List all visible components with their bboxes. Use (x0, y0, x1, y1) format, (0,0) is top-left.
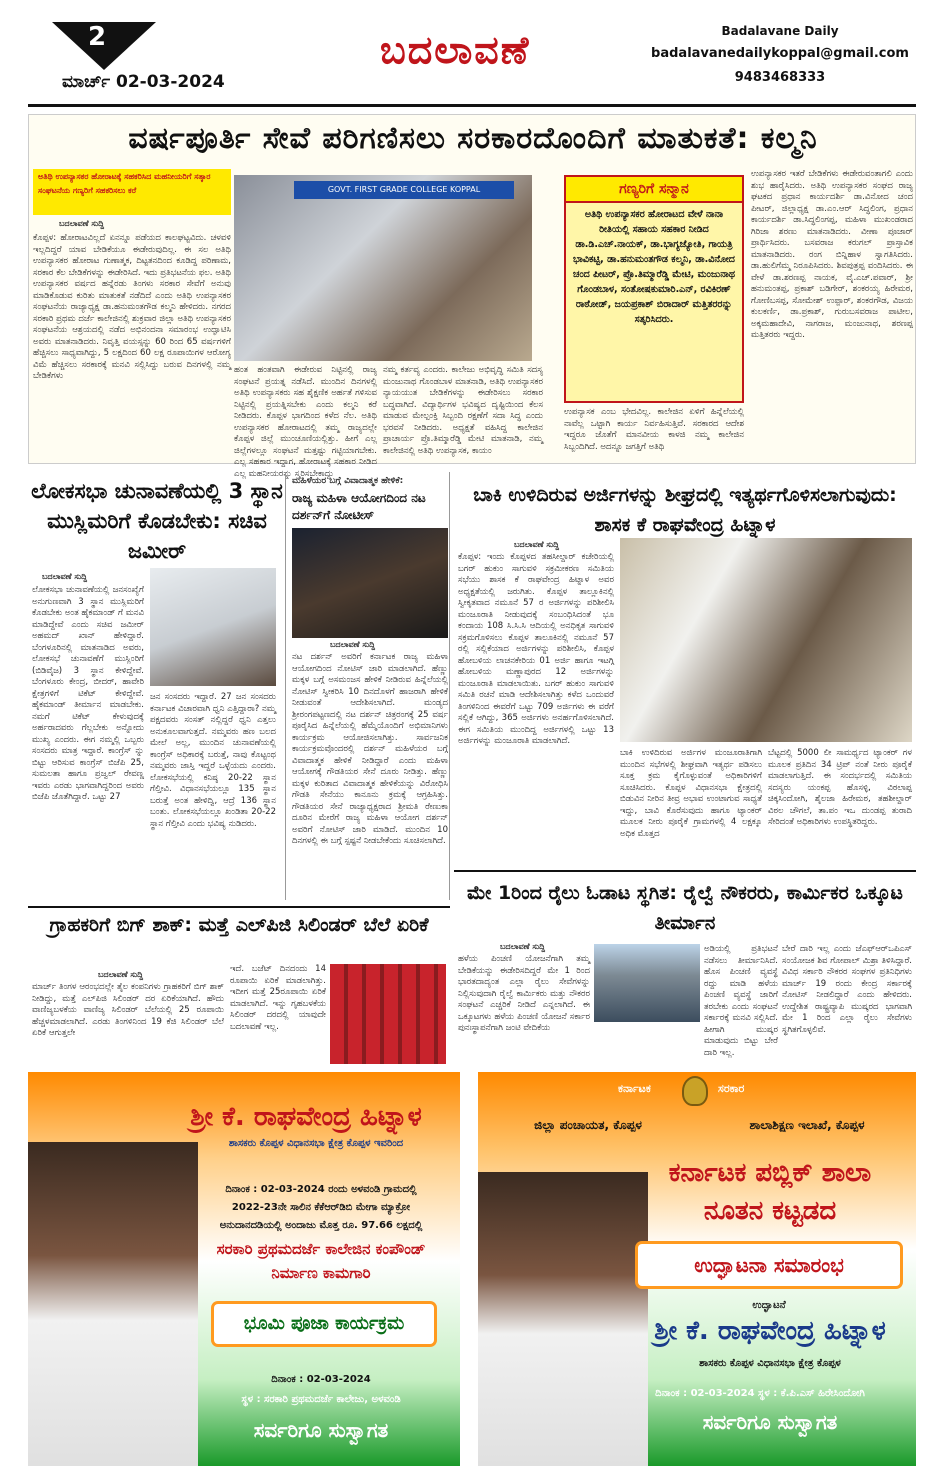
box-title: ಗಣ್ಯರಿಗೆ ಸನ್ಮಾನ (566, 177, 742, 203)
masthead-rule (28, 104, 916, 107)
ad-welcome: ಸರ್ವರಿಗೂ ಸುಸ್ವಾಗತ (702, 1410, 838, 1434)
group-photo: GOVT. FIRST GRADE COLLEGE KOPPAL (234, 175, 532, 361)
ad-dateline: ದಿನಾಂಕ : 02-03-2024 ಸ್ಥಳ : ಕೆ.ಪಿ.ಎಸ್ ಹಿರೇಸಿಂದೋಗಿ (655, 1388, 865, 1399)
ad-kps-inauguration (478, 1072, 916, 1466)
dept-right: ಶಾಲಾಶಿಕ್ಷಣ ಇಲಾಖೆ, ಕೊಪ್ಪಳ (749, 1118, 865, 1132)
phone: 9483468333 (734, 70, 826, 85)
ad-line: ದಿನಾಂಕ : 02-03-2024 ರಂದು ಅಳವಂಡಿ ಗ್ರಾಮದಲ್ಲಿ (225, 1184, 417, 1195)
article-column: ಬೆಟ್ಟದಲ್ಲಿ 5000 ಲೀ ಸಾಮರ್ಥ್ಯದ ಟ್ಯಾಂಕರ್ ಗಳ ಮೂಲಕ ಪ್ರತಿದಿನ 34 ಟ್ರಿಪ್ ನಂತೆ ನೀರು ಪೂರೈಕೆ ಮಾಡಲಾಗುತ್ತಿದೆ. ಈ ಸಂದರ್ಭದಲ್ಲಿ ಸಮಿತಿಯ ಸದಸ್ಯರು ಯಂಕಪ್ಪ ಹೊಸಳ್ಳಿ, ವಿಠಲಾಪ್ಪ ಚಿಕ್ಕಸಿಂದೋಗಿ, ಶೈಲಜಾ ಹಿರೇಮಠ, ತಹಶೀಲ್ದಾರ್ ವಿಠಲ ಚೌಗಲೆ, ತಾ.ಪಂ ಇಒ ದುಂಡಪ್ಪ ತುರಾದಿ ಸೇರಿದಂತೆ ಅಧಿಕಾರಿಗಳು ಉಪಸ್ಥಿತರಿದ್ದರು. (768, 748, 912, 827)
ad-name: ಶ್ರೀ ಕೆ. ರಾಘವೇಂದ್ರ ಹಿಟ್ನಾಳ (190, 1102, 422, 1132)
ad-line: ಕರ್ನಾಟಕ ಪಬ್ಲಿಕ್ ಶಾಲಾ (668, 1158, 872, 1188)
article-column: ಲೋಕಸಭಾ ಚುನಾವಣೆಯಲ್ಲಿ ಜನಸಂಖ್ಯೆಗೆ ಅನುಗುಣವಾಗಿ 3 ಸ್ಥಾನ ಮುಸ್ಲಿಮರಿಗೆ ಕೊಡಬೇಕು ಅಂತ ಹೈಕಮಾಂಡ್ ಗೆ ಮನವಿ ಮಾಡಿದ್ದೇವೆ ಎಂದು ಸಚಿವ ಜಮೀರ್ ಅಹಮದ್ ಖಾನ್ ಹೇಳಿದ್ದಾರೆ. ಬೆಂಗಳೂರಿನಲ್ಲಿ ಮಾತನಾಡಿದ ಅವರು, ಲೋಕಸಭೆ ಚುನಾವಣೆಗೆ ಮುಸ್ಲಿಂರಿಗೆ (ಬಿಡಿವೈಜ) 3 ಸ್ಥಾನ ಕೇಳಿದ್ದೇವೆ. ಬೆಂಗಳೂರು ಕೇಂದ್ರ, ಬೀದರ್, ಹಾವೇರಿ ಕ್ಷೇತ್ರಗಳಿಗೆ ಟಿಕೆಟ್ ಕೇಳಿದ್ದೇವೆ. ಹೈಕಮಾಂಡ್ ತೀರ್ಮಾನ ಮಾಡಬೇಕು. ನಮಗೆ ಟಿಕೆಟ್ ಕೇಳುವುದಕ್ಕೆ ಅರ್ಹರಾದವರು ಗೆಲ್ಲಬೇಕು ಅನ್ನೋದು ಮುಖ್ಯ ಎಂದರು. ಈಗ ನಮ್ಮಲ್ಲಿ ಒಬ್ಬರು ಸಂಸದರು ಮಾತ್ರ ಇದ್ದಾರೆ. ಕಾಂಗ್ರೆಸ್ ನ್ನು ಬಿಟ್ಟು ಆರಿಸುವ ಕಾಂಗ್ರೆಸ್ ಬಿಜೆಪಿ 25, ಸುಮಲತಾ ಹಾಗೂ ಪ್ರಜ್ವಲ್ ರೇವಣ್ಣ ಇವರು ಎರಡು ಭಾಗವಾಗಿದ್ದರಿಂದ ಅವರು ಬಿಜೆಪಿ ಜೊತೆಗಿದ್ದಾರೆ. ಒಟ್ಟು 27 (32, 585, 144, 802)
govt-left: ಕರ್ನಾಟಕ (618, 1082, 651, 1095)
ad-line: ಅನುದಾನದಡಿಯಲ್ಲಿ ಅಂದಾಜು ಮೊತ್ತ ರೂ. 97.66 ಲಕ್ಷದಲ್ಲಿ (219, 1220, 423, 1231)
emblem-icon (682, 1076, 708, 1106)
story-darshan (290, 472, 450, 900)
article-column: ಬಾಕಿ ಉಳಿದಿರುವ ಅರ್ಜಿಗಳ ಮಂಜೂರಾತಿಗಾಗಿ ಮುಂದಿನ ಸಭೆಗಳಲ್ಲಿ ಶೀಘ್ರವಾಗಿ ಇತ್ಯರ್ಥ ಪಡಿಸಲು ಸೂಕ್ತ ಕ್ರಮ ಕೈಗೊಳ್ಳುವಂತೆ ಅಧಿಕಾರಿಗಳಿಗೆ ಸೂಚಿಸಿದರು. ಕೊಪ್ಪಳ ವಿಧಾನಸಭಾ ಕ್ಷೇತ್ರದಲ್ಲಿ ಬಿಡುವಿನ ನೀರಿನ ತೀವ್ರ ಅಭಾವ ಉಂಟಾಗುವ ಸಾಧ್ಯತೆ ಇದ್ದು, ಬಾವಿ ಕೊರೆಸುವುದು ಹಾಗೂ ಟ್ಯಾಂಕರ್ ಮೂಲಕ ನೀರು ಪೂರೈಕೆ ಗ್ರಾಮಗಳಲ್ಲಿ 4 ಲಕ್ಷಕ್ಕೂ ಅಧಿಕ ಮೊತ್ತದ (620, 748, 762, 839)
byline: ಬದಲಾವಣೆ ಸುದ್ದಿ (514, 540, 560, 549)
ad-by: ಉದ್ಘಾಟನೆ (752, 1300, 786, 1311)
ad-line: ನೂತನ ಕಟ್ಟಡದ (703, 1196, 837, 1226)
mla-portrait (478, 1172, 648, 1466)
article-column: ನಮ್ಮ ಕರ್ತವ್ಯ ಎಂದರು. ಕಾಲೇಜು ಅಭಿವೃದ್ಧಿ ಸಮಿತಿ ಸದಸ್ಯ ಮಂಜುನಾಥ ಗೊಂಡಬಾಳ ಮಾತನಾಡಿ, ಅತಿಥಿ ಉಪನ್ಯಾಸಕರ ನ್ಯಾಯಯುತ ಬೇಡಿಕೆಗಳನ್ನು ಈಡೇರಿಸಲು ಸರಕಾರ ಬದ್ಧವಾಗಿದೆ. ವಿದ್ಯಾರ್ಥಿಗಳ ಭವಿಷ್ಯದ ದೃಷ್ಟಿಯಿಂದ ಕೆಲಸ ಮಾಡುವ ಮೇಲ್ಪಂಕ್ತಿ ಸಿಬ್ಬಂದಿ ರಕ್ಷಣೆಗೆ ಸದಾ ಸಿದ್ಧ ಎಂದು ಭರವಸೆ ನೀಡಿದರು. ಅಧ್ಯಕ್ಷತೆ ವಹಿಸಿದ್ದ ಕಾಲೇಜಿನ ಪ್ರಾಚಾರ್ಯ ಪ್ರೊ.ತಿಮ್ಮಾರೆಡ್ಡಿ ಮೇಟಿ ಮಾತನಾಡಿ, ನಮ್ಮ ಕಾಲೇಜಿನಲ್ಲಿ ಅತಿಥಿ ಉಪನ್ಯಾಸಕ, ಕಾಯಂ (383, 365, 543, 456)
article-column: ಇದೆ. ಬಜೆಟ್ ದಿನದಂದು 14 ರೂಪಾಯಿ ಏರಿಕೆ ಮಾಡಲಾಗಿತ್ತು. ಇದೀಗ ಮತ್ತೆ 25ರೂಪಾಯಿ ಏರಿಕೆ ಮಾಡಲಾಗಿದೆ. ಇನ್ನು ಗೃಹಬಳಕೆಯ ಸಿಲಿಂಡರ್ ದರದಲ್ಲಿ ಯಾವುದೇ ಬದಲಾವಣೆ ಇಲ್ಲ. (230, 964, 326, 1032)
mla-portrait (28, 1142, 198, 1466)
byline: ಬದಲಾವಣೆ ಸುದ್ದಿ (42, 572, 88, 581)
headline: ಬಾಕಿ ಉಳಿದಿರುವ ಅರ್ಜಿಗಳನ್ನು ಶೀಘ್ರದಲ್ಲಿ ಇತ್ಯರ್ಥಗೊಳಿಸಲಾಗುವುದು: ಶಾಸಕ ಕೆ ರಾಘವೇಂದ್ರ ಹಿಟ್ನಾಳ (473, 484, 897, 536)
headline: ಲೋಕಸಭಾ ಚುನಾವಣೆಯಲ್ಲಿ 3 ಸ್ಥಾನ ಮುಸ್ಲಿಮರಿಗೆ ಕೊಡಬೇಕು: ಸಚಿವ ಜಮೀರ್ (31, 479, 283, 563)
story-lpg (28, 906, 450, 1066)
page-number: 2 (88, 22, 107, 52)
headline: ರಾಜ್ಯ ಮಹಿಳಾ ಆಯೋಗದಿಂದ ನಟ ದರ್ಶನ್‌ಗೆ ನೋಟೀಸ್ (292, 491, 426, 522)
article-column: ಜನ ಸಂಸದರು ಇದ್ದಾರೆ. 27 ಜನ ಸಂಸದರು ಕರ್ನಾಟಕ ವಿಚಾರವಾಗಿ ಧ್ವನಿ ಎತ್ತಿದ್ದಾರಾ? ನಮ್ಮ ಪಕ್ಷದವರು ಸಂಸತ್ ನಲ್ಲಿದ್ದರೆ ಧ್ವನಿ ಎತ್ತಲು ಅನುಕೂಲವಾಗುತ್ತದೆ. ನಮ್ಮವರು ಹಣ ಬಲದ ಮೇಲೆ ಅಲ್ಲ, ಮುಂದಿನ ಚುನಾವಣೆಯಲ್ಲಿ ಕಾಂಗ್ರೆಸ್ ಅಧಿಕಾರಕ್ಕೆ ಬರುತ್ತೆ, ನಾವು ಕೊಟ್ಟಂಥ ನಮ್ಮವರು ಜಾಸ್ತಿ ಇದ್ದರೆ ಒಳ್ಳೆಯದು ಎಂದರು. ಲೋಕಸಭೆಯಲ್ಲಿ ಕನಿಷ್ಠ 20-22 ಸ್ಥಾನ ಗೆಲ್ತೀವಿ. ವಿಧಾನಸಭೆಯಲ್ಲೂ 135 ಸ್ಥಾನ ಬರುತ್ತೆ ಅಂತ ಹೇಳಿದ್ವಿ, ಆದ್ರೆ 136 ಸ್ಥಾನ ಬಂತು. ಲೋಕಸಭೆಯಲ್ಲೂ ಖಂಡಿತಾ 20-22 ಸ್ಥಾನ ಗೆಲ್ತೀವಿ ಎಂದು ಭವಿಷ್ಯ ನುಡಿದರು. (150, 692, 276, 829)
ad-line: ನಿರ್ಮಾಣ ಕಾಮಗಾರಿ (271, 1264, 371, 1282)
byline: ಬದಲಾವಣೆ ಸುದ್ದಿ (59, 219, 105, 228)
ad-venue: ಸ್ಥಳ : ಸರಕಾರಿ ಪ್ರಥಮದರ್ಜೆ ಕಾಲೇಜು, ಅಳವಂಡಿ (241, 1394, 401, 1405)
article-column: ಅಡಿಯಲ್ಲಿ ಪ್ರತಿಭಟನೆ ನಡೆಸಲು ತೀರ್ಮಾನಿಸಿದೆ. ಹೊಸ ಪಿಂಚಣಿ ವ್ಯವಸ್ಥೆ ರದ್ದು ಮಾಡಿ ಹಳೆಯ ಪಿಂಚಣಿ ವ್ಯವಸ್ಥೆ ಜಾರಿಗೆ ತರಬೇಕು ಎಂದು ಸಂಘಟನೆ ಸರ್ಕಾರಕ್ಕೆ ಮನವಿ ಸಲ್ಲಿಸಿದೆ. ಹೀಗಾಗಿ ಮುಷ್ಕರ ಮಾಡುವುದು ಬಿಟ್ಟು ಬೇರೆ ದಾರಿ ಇಲ್ಲ. (704, 944, 778, 1058)
ad-ribbon: ಉದ್ಘಾಟನಾ ಸಮಾರಂಭ (638, 1244, 900, 1286)
felicitation-box (564, 175, 744, 403)
ad-line: 2022-23ನೇ ಸಾಲಿನ ಕೆಕೆಆರ್‌ಡಿಬಿ ಮೇಗಾ ಮ್ಯಾಕ್ರೋ (231, 1202, 411, 1213)
ad-date: ದಿನಾಂಕ : 02-03-2024 (271, 1374, 371, 1385)
railway-photo (594, 944, 700, 1022)
story-lead (28, 114, 916, 479)
ad-line: ಸರಕಾರಿ ಪ್ರಥಮದರ್ಜೆ ಕಾಲೇಜಿನ ಕಂಪೌಂಡ್ (216, 1240, 426, 1258)
article-column: ನಟ ದರ್ಶನ್ ಅವರಿಗೆ ಕರ್ನಾಟಕ ರಾಜ್ಯ ಮಹಿಳಾ ಆಯೋಗದಿಂದ ನೋಟಿಸ್ ಜಾರಿ ಮಾಡಲಾಗಿದೆ. ಹೆಣ್ಣು ಮಕ್ಕಳ ಬಗ್ಗೆ ಅಸಮಂಜಸ ಹೇಳಿಕೆ ನೀಡಿರುವ ಹಿನ್ನೆಲೆಯಲ್ಲಿ ನೋಟಿಸ್ ಸ್ವೀಕರಿಸಿ 10 ದಿನದೊಳಗೆ ಹಾಜರಾಗಿ ಹೇಳಿಕೆ ನೀಡುವಂತೆ ಆದೇಶಿಸಲಾಗಿದೆ. ಮಂಡ್ಯದ ಶ್ರೀರಂಗಪಟ್ಟಣದಲ್ಲಿ ನಟ ದರ್ಶನ್ ಚಿತ್ರರಂಗಕ್ಕೆ 25 ವರ್ಷ ಪೂರೈಸಿದ ಹಿನ್ನೆಲೆಯಲ್ಲಿ ಹೆಮ್ಮೆಯೊಂದಿಗೆ ಅಭಿಮಾನಿಗಳು ಕಾರ್ಯಕ್ರಮ ಆಯೋಜಿಸಲಾಗಿತ್ತು. ಸಾರ್ವಜನಿಕ ಕಾರ್ಯಕ್ರಮವೊಂದರಲ್ಲಿ ದರ್ಶನ್ ಮಹಿಳೆಯರ ಬಗ್ಗೆ ವಿವಾದಾತ್ಮಕ ಹೇಳಿಕೆ ನೀಡಿದ್ದಾರೆ ಎಂದು ಮಹಿಳಾ ಆಯೋಗಕ್ಕೆ ಗೌಡತಿಯರ ಸೇನೆ ದೂರು ನೀಡಿತ್ತು. ಹೆಣ್ಣು ಮಕ್ಕಳ ಕುರಿತಾದ ವಿವಾದಾತ್ಮಕ ಹೇಳಿಕೆಯನ್ನು ವಿರೋಧಿಸಿ ಗೌಡತಿ ಸೇನೆಯು ಕಾನೂನು ಕ್ರಮಕ್ಕೆ ಆಗ್ರಹಿಸಿತ್ತು. ಗೌಡತಿಯರ ಸೇನೆ ರಾಜ್ಯಾಧ್ಯಕ್ಷರಾದ ಶ್ರೀಮತಿ ರೇಣುಕಾ ದೂರಿನ ಮೇರೆಗೆ ರಾಜ್ಯ ಮಹಿಳಾ ಆಯೋಗ ದರ್ಶನ್ ಅವರಿಗೆ ನೋಟಿಸ್ ಜಾರಿ ಮಾಡಿದೆ. ಮುಂದಿನ 10 ದಿನಗಳಲ್ಲಿ ಈ ಬಗ್ಗೆ ಸ್ಪಷ್ಟನೆ ನೀಡಬೇಕೆಂದು ಸೂಚಿಸಲಾಗಿದೆ. (292, 652, 448, 846)
highlight-box (33, 169, 231, 215)
email: badalavanedailykoppal@gmail.com (651, 46, 909, 61)
minister-photo (150, 568, 276, 686)
box-text: ಅತಿಥಿ ಉಪನ್ಯಾಸಕರ ಹೋರಾಟದ ವೇಳೆ ನಾನಾ ರೀತಿಯಲ್ಲಿ ಸಹಾಯ ಸಹಕಾರ ನೀಡಿದ ಡಾ.ಡಿ.ಎಚ್.ನಾಯಕ್, ಡಾ.ಭಾಗ್ಯಜ್ಯೋತಿ, ಗಾಯತ್ರಿ ಭಾವಿಕಟ್ಟಿ, ಡಾ.ಹನುಮಂತಗೌಡ ಕಲ್ಮನಿ, ಡಾ.ವಿನೋದ ಚಂದ ಪೀಟರ್, ಪ್ರೊ.ತಿಮ್ಮಾರೆಡ್ಡಿ ಮೇಟಿ, ಮಂಜುನಾಥ ಗೊಂಡಬಾಳ, ಸಂತೋಷಕುಮಾರಿ.ಎನ್, ರವಿಕಿರಣ್ ರಾಠೋಡ್, ಜಯಪ್ರಕಾಶ್ ಬಿರಾದಾರ್ ಮತ್ತಿತರರನ್ನು ಸತ್ಕರಿಸಿದರು. (572, 209, 735, 325)
headline: ಮೇ 1ರಿಂದ ರೈಲು ಓಡಾಟ ಸ್ಥಗಿತ: ರೈಲ್ವೆ ನೌಕರರು, ಕಾರ್ಮಿಕರ ಒಕ್ಕೂಟ ತೀರ್ಮಾನ (467, 882, 903, 934)
byline: ಬದಲಾವಣೆ ಸುದ್ದಿ (500, 942, 546, 951)
ad-sub: ಶಾಸಕರು ಕೊಪ್ಪಳ ವಿಧಾನಸಭಾ ಕ್ಷೇತ್ರ ಕೊಪ್ಪಳ (699, 1358, 841, 1369)
kicker: ಮಹಿಳೆಯರ ಬಗ್ಗೆ ವಿವಾದಾತ್ಮಕ ಹೇಳಿಕೆ: (292, 476, 404, 486)
article-column: ಹಳೆಯ ಪಿಂಚಣಿ ಯೋಜನೆಗಾಗಿ ತಮ್ಮ ಬೇಡಿಕೆಯನ್ನು ಈಡೇರಿಸದಿದ್ದರೆ ಮೇ 1 ರಿಂದ ಭಾರತದಾದ್ಯಂತ ಎಲ್ಲಾ ರೈಲು ಸೇವೆಗಳನ್ನು ನಿಲ್ಲಿಸುವುದಾಗಿ ರೈಲ್ವೆ ಕಾರ್ಮಿಕರು ಮತ್ತು ನೌಕರರ ಸಂಘಟನೆ ಎಚ್ಚರಿಕೆ ನೀಡಿದೆ ಎನ್ನಲಾಗಿದೆ. ಈ ಒಕ್ಕೂಟಗಳು ಹಳೆಯ ಪಿಂಚಣಿ ಯೋಜನೆ ಸರ್ಕಾರ ಪುನಃಸ್ಥಾಪನೆಗಾಗಿ ಜಂಟಿ ವೇದಿಕೆಯ (458, 954, 590, 1033)
issue-date: ಮಾರ್ಚ್ 02-03-2024 (62, 72, 225, 92)
actor-photo (292, 528, 448, 638)
article-column: ಹಂತ ಹಂತವಾಗಿ ಈಡೇರುವ ನಿಟ್ಟಿನಲ್ಲಿ ರಾಜ್ಯ ಸಂಘಟನೆ ಪ್ರಯತ್ನ ನಡೆಸಿದೆ. ಮುಂದಿನ ದಿನಗಳಲ್ಲಿ ಅತಿಥಿ ಉಪನ್ಯಾಸಕರು ಸಹ ಶೈಕ್ಷಣಿಕ ಅರ್ಹತೆ ಗಳಿಸುವ ನಿಟ್ಟಿನಲ್ಲಿ ಪ್ರಯತ್ನಿಸಬೇಕು ಎಂದು ಕಲ್ಮನಿ ಕರೆ ನೀಡಿದರು. ಕೊಪ್ಪಳ ಭಾಗದಿಂದ ಕಳೆದ ನೆಲ. ಅತಿಥಿ ಉಪನ್ಯಾಸಕರ ಹೋರಾಟದಲ್ಲಿ ತಮ್ಮ ರಾಜ್ಯದಲ್ಲೇ ಕೊಪ್ಪಳ ಜಿಲ್ಲೆ ಮುಂಚೂಣಿಯಲ್ಲಿತ್ತು. ಹೀಗೆ ಎಲ್ಲ ಜಿಲ್ಲೆಗಳಲ್ಲೂ ಸಂಘಟನೆ ಮತ್ತಷ್ಟು ಗಟ್ಟಿಯಾಗಬೇಕು. ಎಲ್ಲ ಸಹಕಾರ ಇದ್ದಾಗ, ಹೋರಾಟಕ್ಕೆ ಸಹಕಾರ ನೀಡಿದ ಎಲ್ಲ ಮಹನೀಯರನ್ನು ಸ್ಮರಿಸಬೇಕಾದ್ದು (234, 365, 377, 479)
article-column: ಉಪನ್ಯಾಸಕರ ಇತರೆ ಬೇಡಿಕೆಗಳು ಈಡೇರುವಂತಾಗಲಿ ಎಂದು ಶುಭ ಹಾರೈಸಿದರು. ಅತಿಥಿ ಉಪನ್ಯಾಸಕರ ಸಂಘದ ರಾಜ್ಯ ಘಟಕದ ಪ್ರಧಾನ ಕಾರ್ಯದರ್ಶಿ ಡಾ.ವಿನೋದ ಚಂದ ಪೀಟರ್, ಜಿಲ್ಲಾಧ್ಯಕ್ಷ ಡಾ.ಎಂ.ಆರ್ ಸಿದ್ಧಲಿಂಗ, ಪ್ರಧಾನ ಕಾರ್ಯದರ್ಶಿ ಡಾ.ಸಿದ್ಧಲಿಂಗಪ್ಪ, ಮಹಿಳಾ ಮುಖಂಡರಾದ ಗಿರಿಜಾ ಶರಣು ಮಾತನಾಡಿದರು. ವೀಣಾ ಪೂಜಾರ್ ಪ್ರಾರ್ಥಿಸಿದರು. ಬಸವರಾಜ ಕರುಗಲ್ ಪ್ರಾಸ್ತಾವಿಕ ಮಾತನಾಡಿದರು. ರಂಗ ಬಿನ್ನಿಹಾಳ ಸ್ವಾಗತಿಸಿದರು. ಡಾ.ಹುಲಿಗೆಮ್ಮ ನಿರೂಪಿಸಿದರು. ಶಿವಪುತ್ರಪ್ಪ ವಂದಿಸಿದರು. ಈ ವೇಳೆ ಡಾ.ಶರಣಪ್ಪ ನಾಯಕ, ವೈ.ಎಚ್.ಪವಾರ್, ಶ್ರೀ ಹನುಮಂತಪ್ಪ, ಪ್ರಕಾಶ್ ಬಡಿಗೇರ್, ಶಂಕರಯ್ಯ ಹಿರೇಮಠ, ಗೋಣಿಬಸಪ್ಪ, ಸೋಮೇಶ್ ಉಪ್ಪಾರ್, ಶಂಕರಗೌಡ, ವಿಜಯ ಕುಲಕರ್ಣಿ, ಡಾ.ಪ್ರಕಾಶ್, ಗುರುಬಸವರಾಜ ಪಾಟೀಲ, ಅಕ್ಕಮಹಾದೇವಿ, ನಾಗರಾಜ, ಮಂಜುನಾಥ, ಶರಣಪ್ಪ ಮತ್ತಿತರರು ಇದ್ದರು. (751, 169, 913, 340)
ad-name: ಶ್ರೀ ಕೆ. ರಾಘವೇಂದ್ರ ಹಿಟ್ನಾಳ (654, 1316, 886, 1346)
bullet: ಅತಿಥಿ ಉಪನ್ಯಾಸಕರ ಹೋರಾಟಕ್ಕೆ ಸಹಕರಿಸಿದ ಮಹನೀಯರಿಗೆ ಸತ್ಕಾರ (38, 172, 211, 181)
story-railway (454, 870, 916, 1066)
article-column: ಬೇರೆ ದಾರಿ ಇಲ್ಲ ಎಂದು ಜೆಎಫ್ಆರ್‌ಒಪಿಎಸ್ ಸಂಯೋಜಕ ಶಿವ ಗೋಪಾಲ್ ಮಿಶ್ರಾ ತಿಳಿಸಿದ್ದಾರೆ. ವಿವಿಧ ಸರ್ಕಾರಿ ನೌಕರರ ಸಂಘಗಳ ಪ್ರತಿನಿಧಿಗಳು ಮಾರ್ಚ್ 19 ರಂದು ಕೇಂದ್ರ ಸರ್ಕಾರಕ್ಕೆ ನೋಟಿಸ್ ನೀಡಲಿದ್ದಾರೆ ಎಂದು ಹೇಳಿದರು. ಉದ್ದೇಶಿತ ರಾಷ್ಟ್ರವ್ಯಾಪಿ ಮುಷ್ಕರದ ಭಾಗವಾಗಿ ಮೇ 1 ರಿಂದ ಎಲ್ಲಾ ರೈಲು ಸೇವೆಗಳು ಸ್ಥಗಿತಗೊಳ್ಳಲಿವೆ. (782, 944, 912, 1035)
ad-bhoomi-pooja (28, 1072, 460, 1466)
bullet: ಸಂಘಟನೆಯ ಗಣ್ಯರಿಗೆ ಸಹಕರಿಸಲು ಕರೆ (38, 186, 137, 195)
ad-sub: ಶಾಸಕರು ಕೊಪ್ಪಳ ವಿಧಾನಸಭಾ ಕ್ಷೇತ್ರ ಕೊಪ್ಪಳ ಇವರಿಂದ (228, 1138, 404, 1149)
headline: ಗ್ರಾಹಕರಿಗೆ ಬಿಗ್ ಶಾಕ್: ಮತ್ತೆ ಎಲ್‌ಪಿಜಿ ಸಿಲಿಂಡರ್ ಬೆಲೆ ಏರಿಕೆ (49, 914, 429, 936)
meeting-photo (620, 538, 912, 742)
byline: ಬದಲಾವಣೆ ಸುದ್ದಿ (98, 970, 144, 979)
headline: ವರ್ಷಪೂರ್ತಿ ಸೇವೆ ಪರಿಗಣಿಸಲು ಸರಕಾರದೊಂದಿಗೆ ಮಾತುಕತೆ: ಕಲ್ಮನಿ (128, 121, 818, 156)
ad-ribbon: ಭೂಮಿ ಪೂಜಾ ಕಾರ್ಯಕ್ರಮ (214, 1304, 434, 1344)
story-minister (28, 472, 286, 900)
ad-welcome: ಸರ್ವರಿಗೂ ಸುಸ್ವಾಗತ (253, 1418, 389, 1442)
article-column: ಕೊಪ್ಪಳ: ಇಂದು ಕೊಪ್ಪಳದ ತಹಸೀಲ್ದಾರ್ ಕಚೇರಿಯಲ್ಲಿ ಬಗರ್ ಹುಕುಂ ಸಾಗುವಳಿ ಸಕ್ರಮೀಕರಣ ಸಮಿತಿಯ ಸಭೆಯು ಶಾಸಕ ಕೆ ರಾಘವೇಂದ್ರ ಹಿಟ್ನಾಳ ಅವರ ಅಧ್ಯಕ್ಷತೆಯಲ್ಲಿ ಜರುಗಿತು. ಕೊಪ್ಪಳ ತಾಲ್ಲೂಕಿನಲ್ಲಿ ಸ್ವೀಕೃತವಾದ ನಮೂನೆ 57 ರ ಅರ್ಜಿಗಳನ್ನು ಪರಿಶೀಲಿಸಿ ಮಂಜೂರಾತಿ ನೀಡುವುದಕ್ಕೆ ಸಂಬಂಧಿಸಿದಂತೆ ಭೂ ಕಂದಾಯ 108 ಸಿ.ಸಿ.ಸಿ ಆದಿಯಲ್ಲಿ ಅನಧಿಕೃತ ಸಾಗುವಳಿ ಸಕ್ರಮಗೊಳಿಸಲು ಕೊಪ್ಪಳ ತಾಲೂಕಿನಲ್ಲಿ ನಮೂನೆ 57 ರಲ್ಲಿ ಸಲ್ಲಿಕೆಯಾದ ಅರ್ಜಿಗಳನ್ನು ಪರಿಶೀಲಿಸಿ, ಕೊಪ್ಪಳ ಹೋಬಳಿಯ ಲಾಚನಕೇರಿಯ 01 ಅರ್ಜಿ ಹಾಗೂ ಇಟಗ್ಗಿ ಹೋಬಳಿಯ ಮಣ್ಣಾಪುರದ 12 ಅರ್ಜಿಗಳನ್ನು ಮಂಜೂರಾತಿ ಮಾಡಲಾಯಿತು. ಬಗರ್ ಹುಕುಂ ಸಾಗುವಳಿ ಸಮಿತಿ ರಚನೆ ಮಾಡಿ ಆದೇಶಿಸಲಾಗಿತ್ತು ಕಳೆದ ಒಂದುವರೆ ತಿಂಗಳಿನಿಂದ ಈವರೆಗೆ ಒಟ್ಟು 709 ಅರ್ಜಿಗಳು ಈ ವರೆಗೆ ಸಲ್ಲಿಕೆ ಆಗಿದ್ದು, 365 ಅರ್ಜಿಗಳು ಅನರ್ಹಗೊಳಿಸಲಾಗಿದೆ. ಈಗ ಸಮಿತಿಯ ಮುಂದಿದ್ದ ಅರ್ಜಿಗಳಲ್ಲಿ ಒಟ್ಟು 13 ಅರ್ಜಿಗಳನ್ನು ಮಂಜೂರಾತಿ ಮಾಡಲಾಗಿದೆ. (458, 552, 614, 746)
govt-right: ಸರಕಾರ (718, 1082, 745, 1095)
paper-name: Badalavane Daily (721, 24, 839, 38)
masthead-logo: ಬದಲಾವಣೆ (380, 28, 531, 72)
dept-left: ಜಿಲ್ಲಾ ಪಂಚಾಯತ, ಕೊಪ್ಪಳ (534, 1118, 642, 1132)
article-column: ಮಾರ್ಚ್ ತಿಂಗಳ ಆರಂಭದಲ್ಲೇ ತೈಲ ಕಂಪನಿಗಳು ಗ್ರಾಹಕರಿಗೆ ಬಿಗ್ ಶಾಕ್ ನೀಡಿದ್ದು, ಮತ್ತೆ ಎಲ್‌ಪಿಜಿ ಸಿಲಿಂಡರ್ ದರ ಏರಿಕೆಯಾಗಿದೆ. ಹೌದು ವಾಣಿಜ್ಯಬಳಕೆಯ ವಾಣಿಜ್ಯ ಸಿಲಿಂಡರ್ ಬೆಲೆಯಲ್ಲಿ 25 ರೂಪಾಯಿ ಹೆಚ್ಚಳಮಾಡಲಾಗಿದೆ. ಎರಡು ತಿಂಗಳಿನಿಂದ 19 ಕೆಜಿ ಸಿಲಿಂಡರ್ ಬೆಲೆ ಏರಿಕೆ ಆಗುತ್ತಲೇ (32, 982, 224, 1038)
byline: ಬದಲಾವಣೆ ಸುದ್ದಿ (330, 640, 376, 649)
article-column: ಕೊಪ್ಪಳ: ಹೋರಾಟವಿಲ್ಲದೆ ಏನನ್ನೂ ಪಡೆಯದ ಕಾಲಘಟ್ಟವಿದು. ಚಳವಳಿ ಇಲ್ಲದಿದ್ದರೆ ಯಾವ ಬೇಡಿಕೆಯೂ ಈಡೇರುವುದಿಲ್ಲ. ಈ ಸಲ ಅತಿಥಿ ಉಪನ್ಯಾಸಕರ ಹೋರಾಟ ಗುಣಾತ್ಮಕ, ದಿಟ್ಟತನದಿಂದ ಕೂಡಿದ್ದ ಪರಿಣಾಮ, ಸರಕಾರ ಕೆಲ ಬೇಡಿಕೆಗಳನ್ನು ಈಡೇರಿಸಿದೆ. ಇದು ಪ್ರತಿಭಟನೆಯ ಫಲ. ಅತಿಥಿ ಉಪನ್ಯಾಸಕರ ವರ್ಷದ ಹನ್ನೆರಡು ತಿಂಗಳು ಸರಕಾರ ಸೇವೆಗೆ ಅನುವು ಮಾಡಿಕೊಡುವ ಕುರಿತು ಮಾತುಕತೆ ನಡೆದಿದೆ ಎಂದು ಅತಿಥಿ ಉಪನ್ಯಾಸಕರ ಸಂಘಟನೆಯ ರಾಜ್ಯಾಧ್ಯಕ್ಷ ಡಾ.ಹನುಮಂತಗೌಡ ಕಲ್ಮನಿ ಹೇಳಿದರು. ನಗರದ ಸರಕಾರಿ ಪ್ರಥಮ ದರ್ಜೆ ಕಾಲೇಜಿನಲ್ಲಿ ಶುಕ್ರವಾರ ಜಿಲ್ಲಾ ಅತಿಥಿ ಉಪನ್ಯಾಸಕರ ಸಂಘಟನೆಯ ಆಶ್ರಯದಲ್ಲಿ ನಡೆದ ಅಭಿನಂದನಾ ಸಮಾರಂಭ ಉದ್ಘಾಟಿಸಿ ಅವರು ಮಾತನಾಡಿದರು. ನಿವೃತ್ತಿ ವಯಸ್ಸನ್ನು 60 ರಿಂದ 65 ವರ್ಷಗಳಿಗೆ ಹೆಚ್ಚಿಸಲು ಸಾಧ್ಯವಾಗಿದ್ದು, 5 ಲಕ್ಷದಿಂದ 60 ಲಕ್ಷ ರೂಪಾಯಿಗಳ ಆರೋಗ್ಯ ವಿಮೆ ಹೆಚ್ಚಿಸಲು ಸರಕಾರಕ್ಕೆ ಮನವಿ ಸಲ್ಲಿಸಿದ್ದು ಬರುವ ದಿನಗಳಲ್ಲಿ ನಮ್ಮ ಬೇಡಿಕೆಗಳು (33, 233, 231, 381)
cylinder-photo (330, 964, 446, 1064)
article-column: ಉಪನ್ಯಾಸಕ ಎಂಬ ಭೇದವಿಲ್ಲ. ಕಾಲೇಜಿನ ಏಳಿಗೆ ಹಿನ್ನೆಲೆಯಲ್ಲಿ ನಾವೆಲ್ಲ ಒಟ್ಟಾಗಿ ಕಾರ್ಯ ನಿರ್ವಹಿಸುತ್ತಿವೆ. ಸರಕಾರದ ಆದೇಶ ಇದ್ದರೂ ಜೊತೆಗೆ ಮಾನವೀಯ ಕಾಳಜಿ ನಮ್ಮ ಕಾಲೇಜಿನ ಸಿಬ್ಬಂದಿಗಿದೆ. ಅದನ್ನೂ ಜಗತ್ತಿಗೆ ಅತಿಥಿ (564, 407, 744, 452)
story-mla (454, 472, 916, 866)
